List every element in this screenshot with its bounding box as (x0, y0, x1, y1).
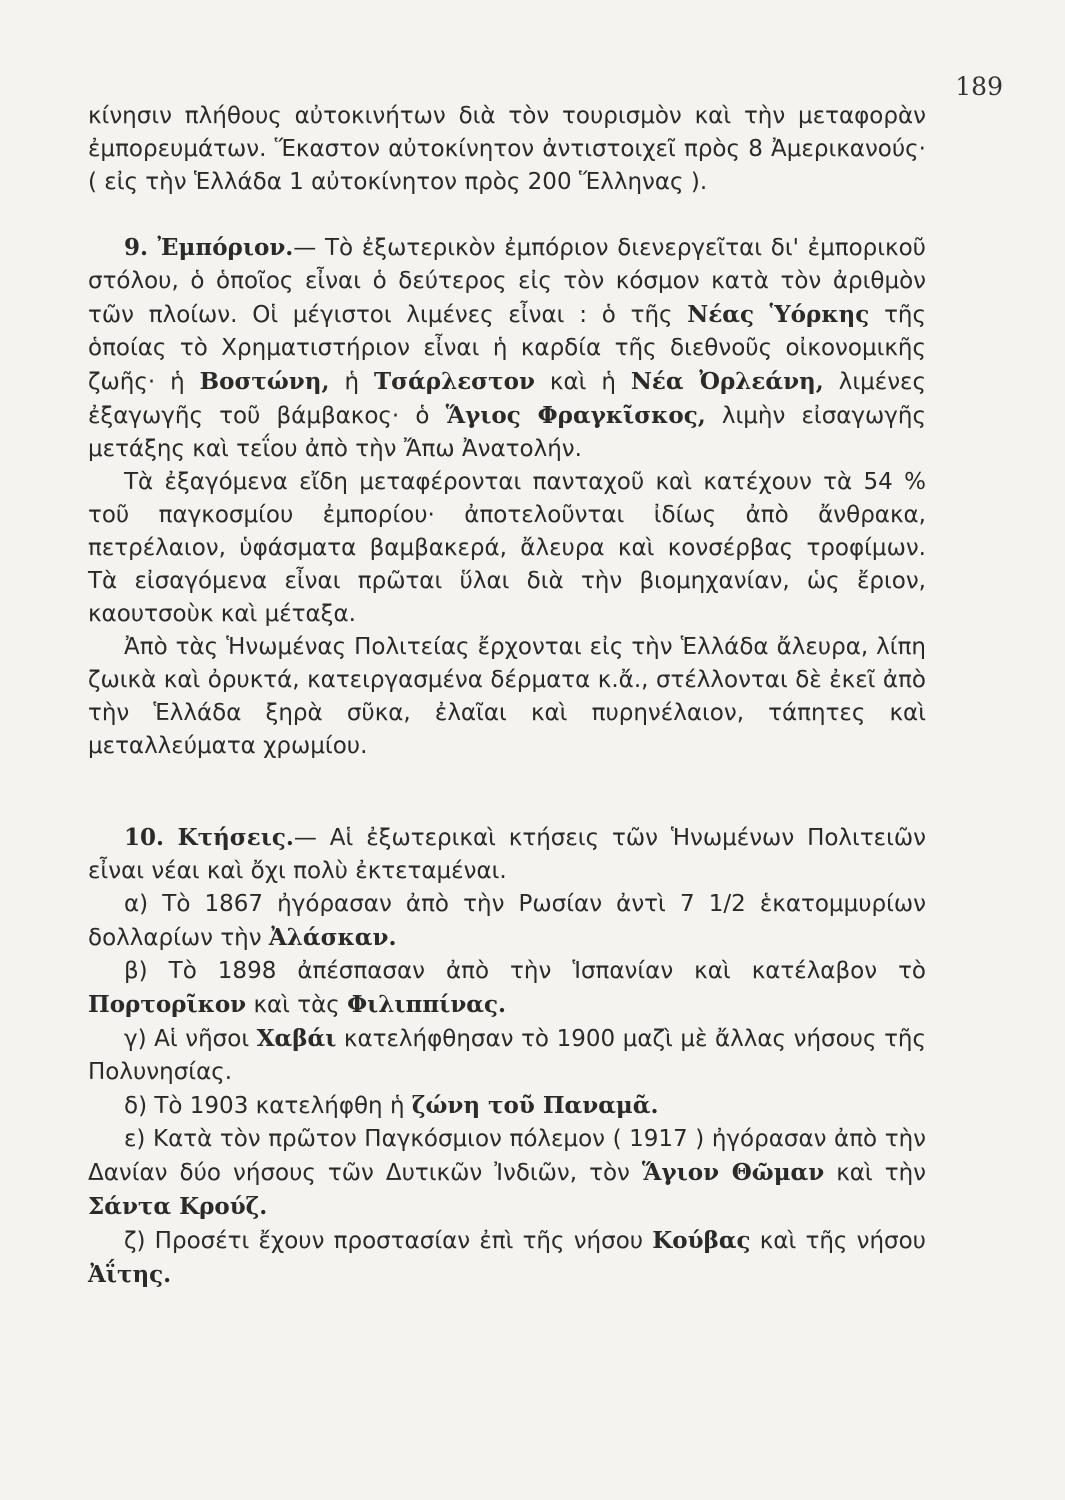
text-run: καὶ τὰς (246, 992, 348, 1018)
bold-term: Κούβας (652, 1227, 751, 1254)
exports-paragraph: Τὰ ἐξαγόμενα εἴδη μεταφέρονται πανταχοῦ καὶ κατέχουν τὰ 54 % τοῦ παγκοσμίου ἐμπορίου· ἀποτελοῦνται ἰδίως ἀπὸ ἄνθρακα, πετρέλαιον, ὑφάσματα βαμβακερά, ἄλευρα καὶ κονσέρβας τροφίμων. Τὰ εἰσαγόμενα εἶναι πρῶται ὕλαι διὰ τὴν βιομηχανίαν, ὡς ἔριον, καουτσοὺκ καὶ μέταξα. (88, 469, 926, 627)
text-run: καὶ τῆς νήσου (750, 1228, 926, 1254)
bold-term: Ἅγιον Θῶμαν (641, 1159, 825, 1186)
list-item-e (88, 1123, 926, 1224)
text-run: ἡ (329, 369, 374, 395)
text-run: — Αἱ ἐξωτερικαὶ κτήσεις τῶν Ἡνωμένων Πολιτειῶν εἶναι νέαι καὶ ὄχι πολὺ ἐκτεταμέναι. (88, 825, 927, 884)
bold-term: ζώνη τοῦ Παναμᾶ. (411, 1092, 659, 1119)
list-item-d (88, 1089, 926, 1123)
text-run: δ) Τὸ 1903 κατελήφθη ἡ (124, 1093, 412, 1119)
bold-term: Νέας Ὑόρκης (687, 301, 870, 328)
list-item-f (88, 1224, 926, 1292)
bold-term: Νέα Ὀρλεάνη, (630, 368, 824, 395)
page-body (88, 100, 926, 1292)
section-10-paragraph (88, 821, 926, 888)
bold-term: Σάντα Κρούζ. (88, 1193, 268, 1220)
text-run: ε) Κατὰ τὸν πρῶτον Παγκόσμιον πόλεμον ( 1917 ) ἠγόρασαν ἀπὸ τὴν Δανίαν δύο νήσους τῶν Δυτικῶν Ἰνδιῶν, τὸν (88, 1126, 926, 1186)
bold-term: Βοστώνη, (199, 368, 330, 395)
trade-greece-paragraph: Ἀπὸ τὰς Ἡνωμένας Πολιτείας ἔρχονται εἰς τὴν Ἑλλάδα ἄλευρα, λίπη ζωικὰ καὶ ὀρυκτά, κατειργασμένα δέρματα κ.ἄ., στέλλονται δὲ ἐκεῖ ἀπὸ τὴν Ἑλλάδα ξηρὰ σῦκα, ἐλαῖαι καὶ πυρηνέλαιον, τάπητες καὶ μεταλλεύματα χρωμίου. (88, 634, 926, 759)
text-run: κατελήφθησαν τὸ 1900 μαζὶ μὲ ἄλλας νήσους τῆς Πολυνησίας. (88, 1026, 926, 1085)
list-item-c (88, 1022, 926, 1089)
text-run: λιμὴν εἰσαγωγῆς μετάξης καὶ τεΐου ἀπὸ τὴν Ἄπω Ἀνατολήν. (88, 403, 926, 462)
intro-paragraph: κίνησιν πλήθους αὐτοκινήτων διὰ τὸν τουρισμὸν καὶ τὴν μεταφορὰν ἐμπορευμάτων. Ἕκαστον αὐτοκίνητον ἀντιστοιχεῖ πρὸς 8 Ἀμερικανούς· ( εἰς τὴν Ἑλλάδα 1 αὐτοκίνητον πρὸς 200 Ἕλληνας ). (88, 103, 926, 195)
bold-term: Χαβάι (256, 1025, 337, 1052)
bold-term: Πορτορῖκον (88, 991, 247, 1018)
bold-term: Φιλιππίνας. (347, 991, 506, 1018)
list-item-a (88, 888, 926, 955)
bold-term: Ἀλάσκαν. (268, 924, 397, 951)
text-run: καὶ ἡ (534, 369, 631, 395)
text-run: καὶ τὴν (824, 1160, 926, 1186)
text-run: β) Τὸ 1898 ἀπέσπασαν ἀπὸ τὴν Ἱσπανίαν καὶ κατέλαβον τὸ (124, 958, 926, 984)
page-number: 189 (955, 72, 1003, 101)
section-9-heading: 9. Ἐμπόριον. (124, 234, 294, 261)
text-run: — Τὸ ἐξωτερικὸν ἐμπόριον διενεργεῖται δι' ἐμπορικοῦ στόλου, ὁ ὁποῖος εἶναι ὁ δεύτερος εἰς τὸν κόσμον κατὰ τὸν ἀριθμὸν τῶν πλοίων. Οἱ μέγιστοι λιμένες εἶναι : ὁ τῆς (88, 235, 926, 328)
section-9-paragraph (88, 231, 926, 466)
section-10-heading: 10. Κτήσεις. (124, 824, 294, 851)
bold-term: Ἅγιος Φραγκῖσκος, (445, 402, 706, 429)
bold-term: Ἀΐτης. (88, 1261, 172, 1288)
bold-term: Τσάρλεστον (374, 368, 535, 395)
text-run: λιμένες ἐξαγωγῆς τοῦ βάμβακος· ὁ (88, 369, 926, 429)
list-item-b (88, 955, 926, 1022)
text-run: τῆς ὁποίας τὸ Χρηματιστήριον εἶναι ἡ καρδία τῆς διεθνοῦς οἰκονομικῆς ζωῆς· ἡ (88, 302, 926, 395)
text-run: α) Τὸ 1867 ἠγόρασαν ἀπὸ τὴν Ρωσίαν ἀντὶ 7 1/2 ἑκατομμυρίων δολλαρίων τὴν (88, 891, 926, 951)
text-run: γ) Αἱ νῆσοι (124, 1026, 257, 1052)
text-run: ζ) Προσέτι ἔχουν προστασίαν ἐπὶ τῆς νήσου (124, 1228, 653, 1254)
